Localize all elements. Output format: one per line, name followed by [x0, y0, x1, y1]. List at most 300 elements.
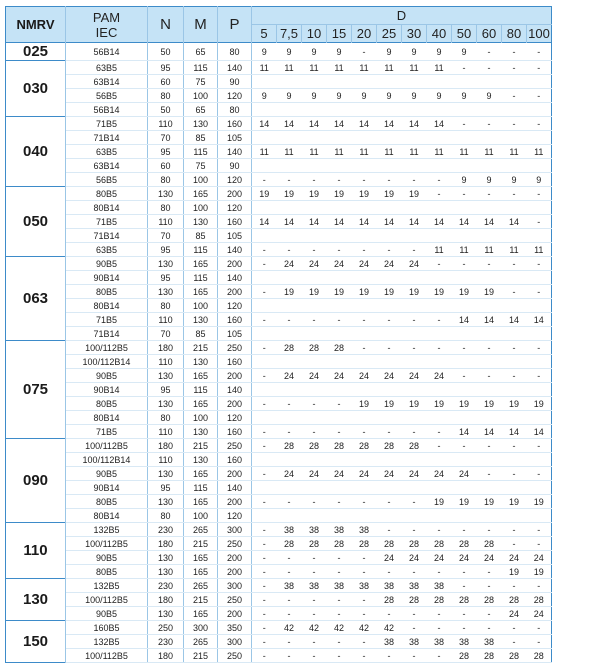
d-cell	[352, 355, 377, 369]
header-pam-iec	[66, 7, 148, 43]
n-cell: 95	[148, 383, 184, 397]
d-cell: -	[302, 173, 327, 187]
d-cell: -	[527, 621, 552, 635]
m-cell: 215	[184, 593, 218, 607]
d-cell	[452, 271, 477, 285]
d-cell	[402, 383, 427, 397]
m-cell: 85	[184, 131, 218, 145]
d-cell: -	[252, 579, 277, 593]
d-cell: -	[327, 425, 352, 439]
d-cell: 9	[327, 89, 352, 103]
d-cell: 9	[277, 43, 302, 61]
d-cell	[327, 411, 352, 425]
n-cell: 110	[148, 313, 184, 327]
d-cell	[252, 299, 277, 313]
p-cell: 160	[218, 425, 252, 439]
d-cell: -	[402, 243, 427, 257]
d-cell	[252, 75, 277, 89]
n-cell: 130	[148, 607, 184, 621]
d-cell	[452, 131, 477, 145]
d-cell: 14	[327, 117, 352, 131]
table-row	[6, 131, 552, 145]
d-cell	[302, 453, 327, 467]
header-m: M	[184, 7, 218, 43]
m-cell: 75	[184, 75, 218, 89]
d-cell: -	[377, 313, 402, 327]
d-cell	[277, 327, 302, 341]
table-row	[6, 117, 552, 131]
d-cell	[527, 327, 552, 341]
d-cell	[502, 159, 527, 173]
header-n: N	[148, 7, 184, 43]
d-cell	[427, 271, 452, 285]
table-row	[6, 579, 552, 593]
d-cell	[327, 103, 352, 117]
d-cell	[377, 327, 402, 341]
d-cell: -	[377, 495, 402, 509]
pam-cell: 80B5	[66, 565, 148, 579]
p-cell: 200	[218, 607, 252, 621]
d-cell: 24	[502, 551, 527, 565]
d-cell: 28	[352, 439, 377, 453]
d-cell: -	[427, 439, 452, 453]
d-cell: -	[502, 439, 527, 453]
d-cell	[277, 411, 302, 425]
pam-cell: 90B5	[66, 369, 148, 383]
d-cell: 24	[327, 467, 352, 481]
m-cell: 65	[184, 103, 218, 117]
pam-cell: 90B14	[66, 481, 148, 495]
d-cell: -	[402, 495, 427, 509]
table-row	[6, 425, 552, 439]
d-cell	[252, 481, 277, 495]
d-cell	[277, 355, 302, 369]
d-cell: 28	[402, 439, 427, 453]
d-cell: -	[402, 341, 427, 355]
d-cell	[252, 201, 277, 215]
n-cell: 130	[148, 369, 184, 383]
d-cell: 11	[277, 61, 302, 75]
d-cell: 24	[277, 369, 302, 383]
n-cell: 180	[148, 439, 184, 453]
d-cell: -	[377, 243, 402, 257]
m-cell: 65	[184, 43, 218, 61]
d-cell: 11	[477, 145, 502, 159]
d-cell: -	[252, 313, 277, 327]
d-cell: 9	[477, 89, 502, 103]
d-cell: -	[302, 593, 327, 607]
d-cell: 14	[352, 215, 377, 229]
table-row	[6, 481, 552, 495]
n-cell: 80	[148, 411, 184, 425]
d-cell	[327, 509, 352, 523]
d-cell: 9	[377, 43, 402, 61]
d-cell	[352, 411, 377, 425]
p-cell: 140	[218, 383, 252, 397]
table-row	[6, 215, 552, 229]
d-cell: -	[527, 215, 552, 229]
n-cell: 180	[148, 537, 184, 551]
d-cell	[377, 131, 402, 145]
m-cell: 115	[184, 243, 218, 257]
d-cell: 11	[427, 243, 452, 257]
d-cell: 11	[402, 61, 427, 75]
d-cell: -	[302, 649, 327, 663]
d-cell: 9	[402, 43, 427, 61]
d-cell: 11	[327, 145, 352, 159]
d-cell	[452, 355, 477, 369]
d-cell: 28	[327, 439, 352, 453]
d-cell: 24	[302, 467, 327, 481]
d-cell	[477, 201, 502, 215]
d-cell: 14	[277, 215, 302, 229]
d-cell: 24	[277, 257, 302, 271]
d-cell: -	[452, 523, 477, 537]
d-cell	[277, 159, 302, 173]
d-cell: -	[427, 565, 452, 579]
n-cell: 50	[148, 43, 184, 61]
d-cell	[277, 271, 302, 285]
d-cell: 24	[427, 467, 452, 481]
d-cell: 11	[377, 61, 402, 75]
n-cell: 95	[148, 271, 184, 285]
group-label: 110	[6, 523, 66, 579]
d-cell	[352, 159, 377, 173]
d-cell: 19	[377, 397, 402, 411]
m-cell: 165	[184, 607, 218, 621]
d-cell	[252, 411, 277, 425]
group-label: 075	[6, 341, 66, 439]
d-cell: 19	[502, 397, 527, 411]
pam-cell: 90B5	[66, 257, 148, 271]
d-cell: -	[377, 565, 402, 579]
d-cell: 42	[352, 621, 377, 635]
d-cell	[402, 453, 427, 467]
d-cell	[402, 299, 427, 313]
d-cell: 28	[277, 439, 302, 453]
p-cell: 120	[218, 299, 252, 313]
table-row	[6, 201, 552, 215]
d-cell: 24	[352, 257, 377, 271]
d-cell: 11	[502, 243, 527, 257]
d-cell: 24	[502, 607, 527, 621]
pam-cell: 56B14	[66, 43, 148, 61]
pam-cell: 56B5	[66, 89, 148, 103]
d-cell: -	[327, 565, 352, 579]
d-cell: -	[327, 495, 352, 509]
p-cell: 300	[218, 579, 252, 593]
d-cell	[477, 383, 502, 397]
n-cell: 130	[148, 285, 184, 299]
d-cell: -	[277, 593, 302, 607]
d-cell: 38	[377, 579, 402, 593]
m-cell: 265	[184, 635, 218, 649]
table-row	[6, 593, 552, 607]
header-d-value: 25	[377, 25, 402, 43]
d-cell	[277, 75, 302, 89]
d-cell: 24	[377, 257, 402, 271]
p-cell: 140	[218, 61, 252, 75]
d-cell	[452, 327, 477, 341]
d-cell: -	[302, 243, 327, 257]
d-cell: 14	[302, 215, 327, 229]
d-cell	[377, 201, 402, 215]
d-cell	[327, 299, 352, 313]
pam-cell: 63B5	[66, 61, 148, 75]
d-cell: 28	[527, 649, 552, 663]
d-cell: 42	[327, 621, 352, 635]
d-cell	[477, 453, 502, 467]
n-cell: 130	[148, 257, 184, 271]
d-cell: -	[377, 173, 402, 187]
n-cell: 230	[148, 635, 184, 649]
d-cell: 11	[427, 61, 452, 75]
d-cell: 24	[302, 369, 327, 383]
d-cell: 28	[377, 537, 402, 551]
p-cell: 80	[218, 43, 252, 61]
d-cell	[377, 229, 402, 243]
d-cell	[277, 201, 302, 215]
d-cell: -	[252, 439, 277, 453]
d-cell: 19	[427, 285, 452, 299]
d-cell	[302, 159, 327, 173]
n-cell: 110	[148, 215, 184, 229]
pam-cell: 90B5	[66, 551, 148, 565]
d-cell: 19	[527, 565, 552, 579]
table-row	[6, 509, 552, 523]
spec-table-container	[5, 6, 552, 663]
pam-cell: 80B5	[66, 285, 148, 299]
p-cell: 160	[218, 453, 252, 467]
d-cell: 28	[427, 537, 452, 551]
d-cell	[402, 75, 427, 89]
d-cell	[302, 327, 327, 341]
p-cell: 300	[218, 523, 252, 537]
d-cell: -	[477, 523, 502, 537]
d-cell: 24	[277, 467, 302, 481]
p-cell: 90	[218, 75, 252, 89]
d-cell	[302, 481, 327, 495]
d-cell	[352, 103, 377, 117]
d-cell: -	[477, 579, 502, 593]
d-cell: -	[452, 369, 477, 383]
d-cell	[427, 327, 452, 341]
d-cell	[377, 103, 402, 117]
d-cell: 9	[302, 43, 327, 61]
d-cell: -	[452, 341, 477, 355]
d-cell: -	[277, 649, 302, 663]
d-cell	[352, 453, 377, 467]
n-cell: 130	[148, 565, 184, 579]
d-cell: 14	[452, 425, 477, 439]
group-label: 063	[6, 257, 66, 341]
d-cell: -	[527, 635, 552, 649]
d-cell: -	[527, 523, 552, 537]
n-cell: 180	[148, 649, 184, 663]
d-cell: -	[502, 635, 527, 649]
d-cell: -	[427, 621, 452, 635]
pam-cell: 80B14	[66, 299, 148, 313]
p-cell: 120	[218, 509, 252, 523]
d-cell	[527, 201, 552, 215]
pam-cell: 80B5	[66, 495, 148, 509]
n-cell: 130	[148, 551, 184, 565]
d-cell: 14	[527, 425, 552, 439]
n-cell: 80	[148, 89, 184, 103]
d-cell	[452, 509, 477, 523]
d-cell	[402, 103, 427, 117]
table-row	[6, 383, 552, 397]
n-cell: 95	[148, 481, 184, 495]
d-cell	[427, 75, 452, 89]
m-cell: 130	[184, 355, 218, 369]
table-row	[6, 173, 552, 187]
d-cell: 28	[527, 593, 552, 607]
d-cell	[452, 75, 477, 89]
d-cell	[452, 103, 477, 117]
d-cell: 9	[402, 89, 427, 103]
d-cell: 38	[277, 579, 302, 593]
m-cell: 165	[184, 495, 218, 509]
m-cell: 100	[184, 299, 218, 313]
d-cell	[252, 383, 277, 397]
d-cell	[252, 327, 277, 341]
m-cell: 300	[184, 621, 218, 635]
d-cell: -	[327, 607, 352, 621]
m-cell: 215	[184, 649, 218, 663]
d-cell: -	[302, 635, 327, 649]
table-row	[6, 397, 552, 411]
d-cell: -	[427, 313, 452, 327]
d-cell	[502, 299, 527, 313]
d-cell: -	[302, 313, 327, 327]
table-row	[6, 271, 552, 285]
d-cell	[452, 229, 477, 243]
d-cell: 38	[327, 523, 352, 537]
pam-cell: 80B14	[66, 411, 148, 425]
pam-cell: 100/112B5	[66, 537, 148, 551]
d-cell: 19	[327, 187, 352, 201]
d-cell: -	[502, 341, 527, 355]
d-cell: 28	[277, 537, 302, 551]
d-cell: -	[477, 607, 502, 621]
d-cell: 14	[252, 215, 277, 229]
header-d: D	[252, 7, 552, 25]
d-cell: 19	[452, 397, 477, 411]
group-label: 030	[6, 61, 66, 117]
d-cell	[377, 453, 402, 467]
pam-cell: 132B5	[66, 579, 148, 593]
p-cell: 120	[218, 411, 252, 425]
p-cell: 140	[218, 145, 252, 159]
m-cell: 130	[184, 453, 218, 467]
m-cell: 100	[184, 411, 218, 425]
d-cell: 38	[302, 579, 327, 593]
d-cell: 11	[252, 61, 277, 75]
m-cell: 100	[184, 509, 218, 523]
d-cell: 24	[527, 551, 552, 565]
d-cell	[302, 229, 327, 243]
d-cell: 14	[477, 425, 502, 439]
d-cell: 19	[527, 495, 552, 509]
d-cell	[277, 383, 302, 397]
m-cell: 115	[184, 383, 218, 397]
d-cell: -	[527, 439, 552, 453]
table-row	[6, 411, 552, 425]
header-row-top	[6, 7, 552, 25]
d-cell	[502, 481, 527, 495]
d-cell: 19	[402, 187, 427, 201]
d-cell	[352, 509, 377, 523]
m-cell: 115	[184, 145, 218, 159]
d-cell: 38	[327, 579, 352, 593]
d-cell: -	[402, 173, 427, 187]
d-cell	[477, 327, 502, 341]
d-cell: 38	[352, 579, 377, 593]
pam-cell: 100/112B5	[66, 649, 148, 663]
m-cell: 165	[184, 187, 218, 201]
d-cell: -	[502, 523, 527, 537]
d-cell	[327, 453, 352, 467]
group-label: 025	[6, 43, 66, 61]
d-cell	[427, 481, 452, 495]
d-cell: 38	[302, 523, 327, 537]
table-row	[6, 327, 552, 341]
pam-cell: 100/112B14	[66, 355, 148, 369]
d-cell: -	[527, 43, 552, 61]
d-cell	[502, 411, 527, 425]
d-cell: -	[252, 495, 277, 509]
d-cell: -	[427, 649, 452, 663]
d-cell: -	[527, 89, 552, 103]
d-cell: 19	[302, 285, 327, 299]
d-cell: -	[252, 565, 277, 579]
d-cell: -	[352, 243, 377, 257]
d-cell: -	[452, 257, 477, 271]
table-row	[6, 43, 552, 61]
d-cell: -	[352, 607, 377, 621]
m-cell: 130	[184, 215, 218, 229]
d-cell: 38	[452, 635, 477, 649]
d-cell: 11	[327, 61, 352, 75]
d-cell: 19	[377, 285, 402, 299]
m-cell: 115	[184, 61, 218, 75]
d-cell	[452, 453, 477, 467]
m-cell: 100	[184, 201, 218, 215]
m-cell: 265	[184, 579, 218, 593]
d-cell: -	[477, 61, 502, 75]
d-cell: -	[427, 341, 452, 355]
d-cell	[527, 299, 552, 313]
d-cell: -	[502, 621, 527, 635]
d-cell: -	[477, 341, 502, 355]
pam-cell: 63B5	[66, 243, 148, 257]
pam-cell: 63B14	[66, 75, 148, 89]
d-cell	[527, 411, 552, 425]
d-cell: -	[302, 425, 327, 439]
d-cell: 19	[302, 187, 327, 201]
d-cell	[252, 159, 277, 173]
d-cell: 9	[527, 173, 552, 187]
p-cell: 200	[218, 257, 252, 271]
d-cell	[377, 481, 402, 495]
n-cell: 130	[148, 495, 184, 509]
d-cell: -	[252, 537, 277, 551]
d-cell: 14	[452, 215, 477, 229]
d-cell: -	[252, 397, 277, 411]
d-cell: 28	[327, 537, 352, 551]
d-cell	[527, 509, 552, 523]
